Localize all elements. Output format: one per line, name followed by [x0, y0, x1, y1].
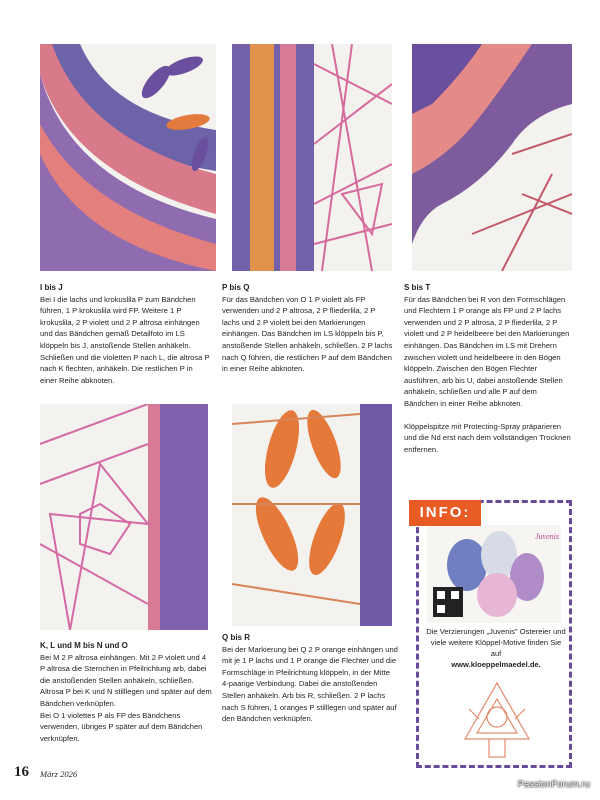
section-text: Bei M 2 P altrosa einhängen. Mit 2 P violett und 4 P altrosa die Sternchen in Pfeilrichtung arb, dabei die anstoßenden Stellen anhäkeln, schließen. Altrosa P bei K und N stilllegen und später auf dem Bändchen verknüpfen.: [40, 652, 212, 708]
section-text: Bei I die lachs und krokuslila P zum Bändchen führen, 1 P krokuslila wird FP. Weitere 1 P krokuslila, 2 P violett und 2 P altrosa einhängen und das Bändchen gemäß Detailfoto im LS klöppeln bis J, anstoßende Stellen anhäkeln. Schließen und die violetten P nach L, die altrosa P nach K flechten, anhäkeln. Die restlichen P in einer Reihe abknoten.: [40, 294, 210, 385]
section-s-bis-t: [404, 282, 572, 455]
section-title: S bis T: [404, 283, 431, 292]
website-link[interactable]: www.kloeppelmaedel.de.: [451, 660, 541, 669]
section-p-bis-q: [222, 282, 394, 375]
page-number: 16: [14, 764, 29, 780]
juvenis-label: Juvenis: [535, 532, 559, 541]
lace-tree-image: [459, 679, 535, 761]
section-title: I bis J: [40, 283, 63, 292]
info-text: [426, 626, 566, 670]
section-note: Klöppelspitze mit Protecting-Spray präparieren und die Nd erst nach dem vollständigen Trocknen entfernen.: [404, 421, 571, 454]
egg-image: [427, 525, 561, 623]
section-text: Bei der Markierung bei Q 2 P orange einhängen und mit je 1 P lachs und 1 P orange die Flechter und die Formschläge in Pfeilrichtung klöppeln, in der Mitte 4-paarige Verbindung. Dabei die anstoßenden Stellen anhäkeln. Arb bis R, schließen. 2 P lachs nach S führen, 1 oranges P stilllegen und später auf den Bändchen verknüpfen.: [222, 644, 398, 724]
section-title: P bis Q: [222, 283, 250, 292]
section-text: Für das Bändchen bei R von den Formschlägen und Flechtern 1 P orange als FP und 2 P lachs verwenden und 2 P altrosa, 2 P fliederlila, 2 P violett und 2 P heidelbeere bei den Markierungen einhängen. Das Bändchen im LS mit Drehern zwischen violett und heidelbeere in den Bögen klöppeln. Zwischen den Bögen Flechter ausführen, arb bis U, dabei anstoßende Stellen anhäkeln, schließen und alle P auf dem Bändchen in einer Reihe abknoten.: [404, 294, 570, 408]
section-k-l-m-bis-n-o: [40, 640, 212, 744]
info-description: Die Verzierungen „Juvenis" Ostereier und viele weitere Klöppel-Motive finden Sie auf: [426, 627, 566, 658]
photo-lace-band: [232, 44, 392, 271]
issue-date: März 2026: [40, 769, 78, 779]
photo-lace-stars: [40, 404, 208, 630]
section-q-bis-r: [222, 632, 398, 725]
info-banner: INFO:: [409, 500, 481, 526]
section-i-bis-j: [40, 282, 210, 386]
photo-lace-fan: [40, 44, 216, 271]
watermark: PassionForum.ru: [517, 779, 590, 790]
section-text-2: Bei O 1 violettes P als FP des Bändchens verwenden, übriges P später auf dem Bändchen verknüpfen.: [40, 710, 203, 743]
photo-lace-arcs: [412, 44, 572, 271]
photo-lace-leaves: [232, 404, 392, 626]
section-text: Für das Bändchen von O 1 P violett als FP verwenden und 2 P altrosa, 2 P fliederlila, 2 P lachs und 2 P violett bei den Markierungen einhängen. Das Bändchen im LS klöppeln bis P, anstoßende Stellen anhäkeln, schließen. 2 P lachs nach Q führen, die restlichen P auf dem Bändchen in einer Reihe abknoten.: [222, 294, 393, 374]
section-title: Q bis R: [222, 633, 251, 642]
section-title: K, L und M bis N und O: [40, 641, 128, 650]
